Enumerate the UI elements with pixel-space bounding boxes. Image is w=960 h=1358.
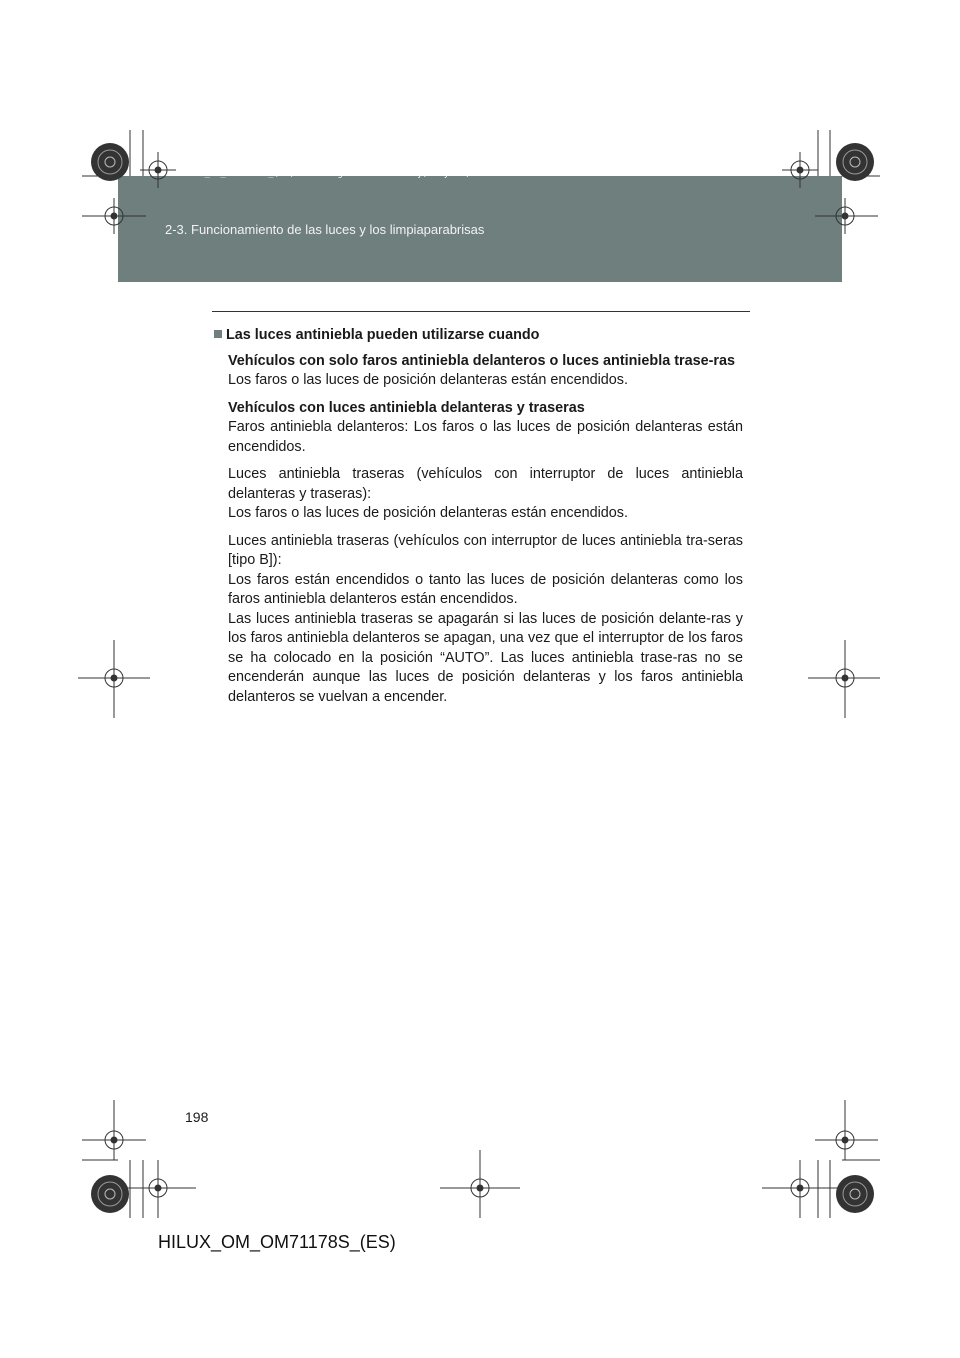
starburst-mark-icon [836, 143, 874, 181]
registration-mark-icon [815, 198, 878, 234]
starburst-mark-icon [91, 143, 129, 181]
subheading: Vehículos con solo faros antiniebla delanteros o luces antiniebla trase-ras [228, 352, 736, 369]
page-number: 198 [185, 1109, 209, 1125]
registration-mark-icon [762, 1160, 838, 1218]
registration-mark-icon [440, 1150, 520, 1218]
paragraph: Los faros están encendidos o tanto las luces de posición delanteras como los faros antiniebla delanteros están encendidos. [228, 571, 743, 607]
paragraph: Los faros o las luces de posición delanteras están encendidos. [228, 505, 628, 521]
section-heading: Las luces antiniebla pueden utilizarse cuando [214, 326, 743, 346]
starburst-mark-icon [836, 1175, 874, 1213]
paragraph: Luces antiniebla traseras (vehículos con interruptor de luces antiniebla delanteras y traseras): [228, 466, 743, 502]
registration-mark-icon [78, 640, 150, 718]
paragraph: Los faros o las luces de posición delanteras están encendidos. [228, 372, 628, 388]
footer-code: HILUX_OM_OM71178S_(ES) [158, 1232, 396, 1252]
paragraph: Luces antiniebla traseras (vehículos con interruptor de luces antiniebla tra-seras [tipo B]): [228, 532, 743, 568]
section-title: 2-3. Funcionamiento de las luces y los limpiaparabrisas [165, 222, 485, 237]
registration-mark-icon [782, 152, 818, 188]
registration-mark-icon [82, 1100, 146, 1160]
registration-mark-icon [140, 152, 176, 188]
registration-mark-icon [808, 640, 880, 718]
registration-mark-icon [815, 1100, 878, 1160]
paragraph: Faros antiniebla delanteros: Los faros o las luces de posición delanteras están encendidos. [228, 419, 743, 455]
starburst-mark-icon [91, 1175, 129, 1213]
subheading: Vehículos con luces antiniebla delanteras y traseras [228, 399, 585, 416]
file-stamp: HILUX_OM_OM71178S_(ES).book Page 198 Wednesday, May 16, 2012 3:09 PM [178, 169, 540, 179]
registration-mark-icon [120, 1160, 196, 1218]
registration-mark-icon [82, 198, 146, 234]
paragraph: Las luces antiniebla traseras se apagarán si las luces de posición delante-ras y los faros antiniebla delanteros se apagan, una vez que el interruptor de los faros se ha colocado en la posición “AUTO”. Las luces antiniebla trase-ras no se encenderán aunque las luces de posición delanteras y los faros antiniebla delanteros se vuelvan a encender. [228, 610, 743, 705]
